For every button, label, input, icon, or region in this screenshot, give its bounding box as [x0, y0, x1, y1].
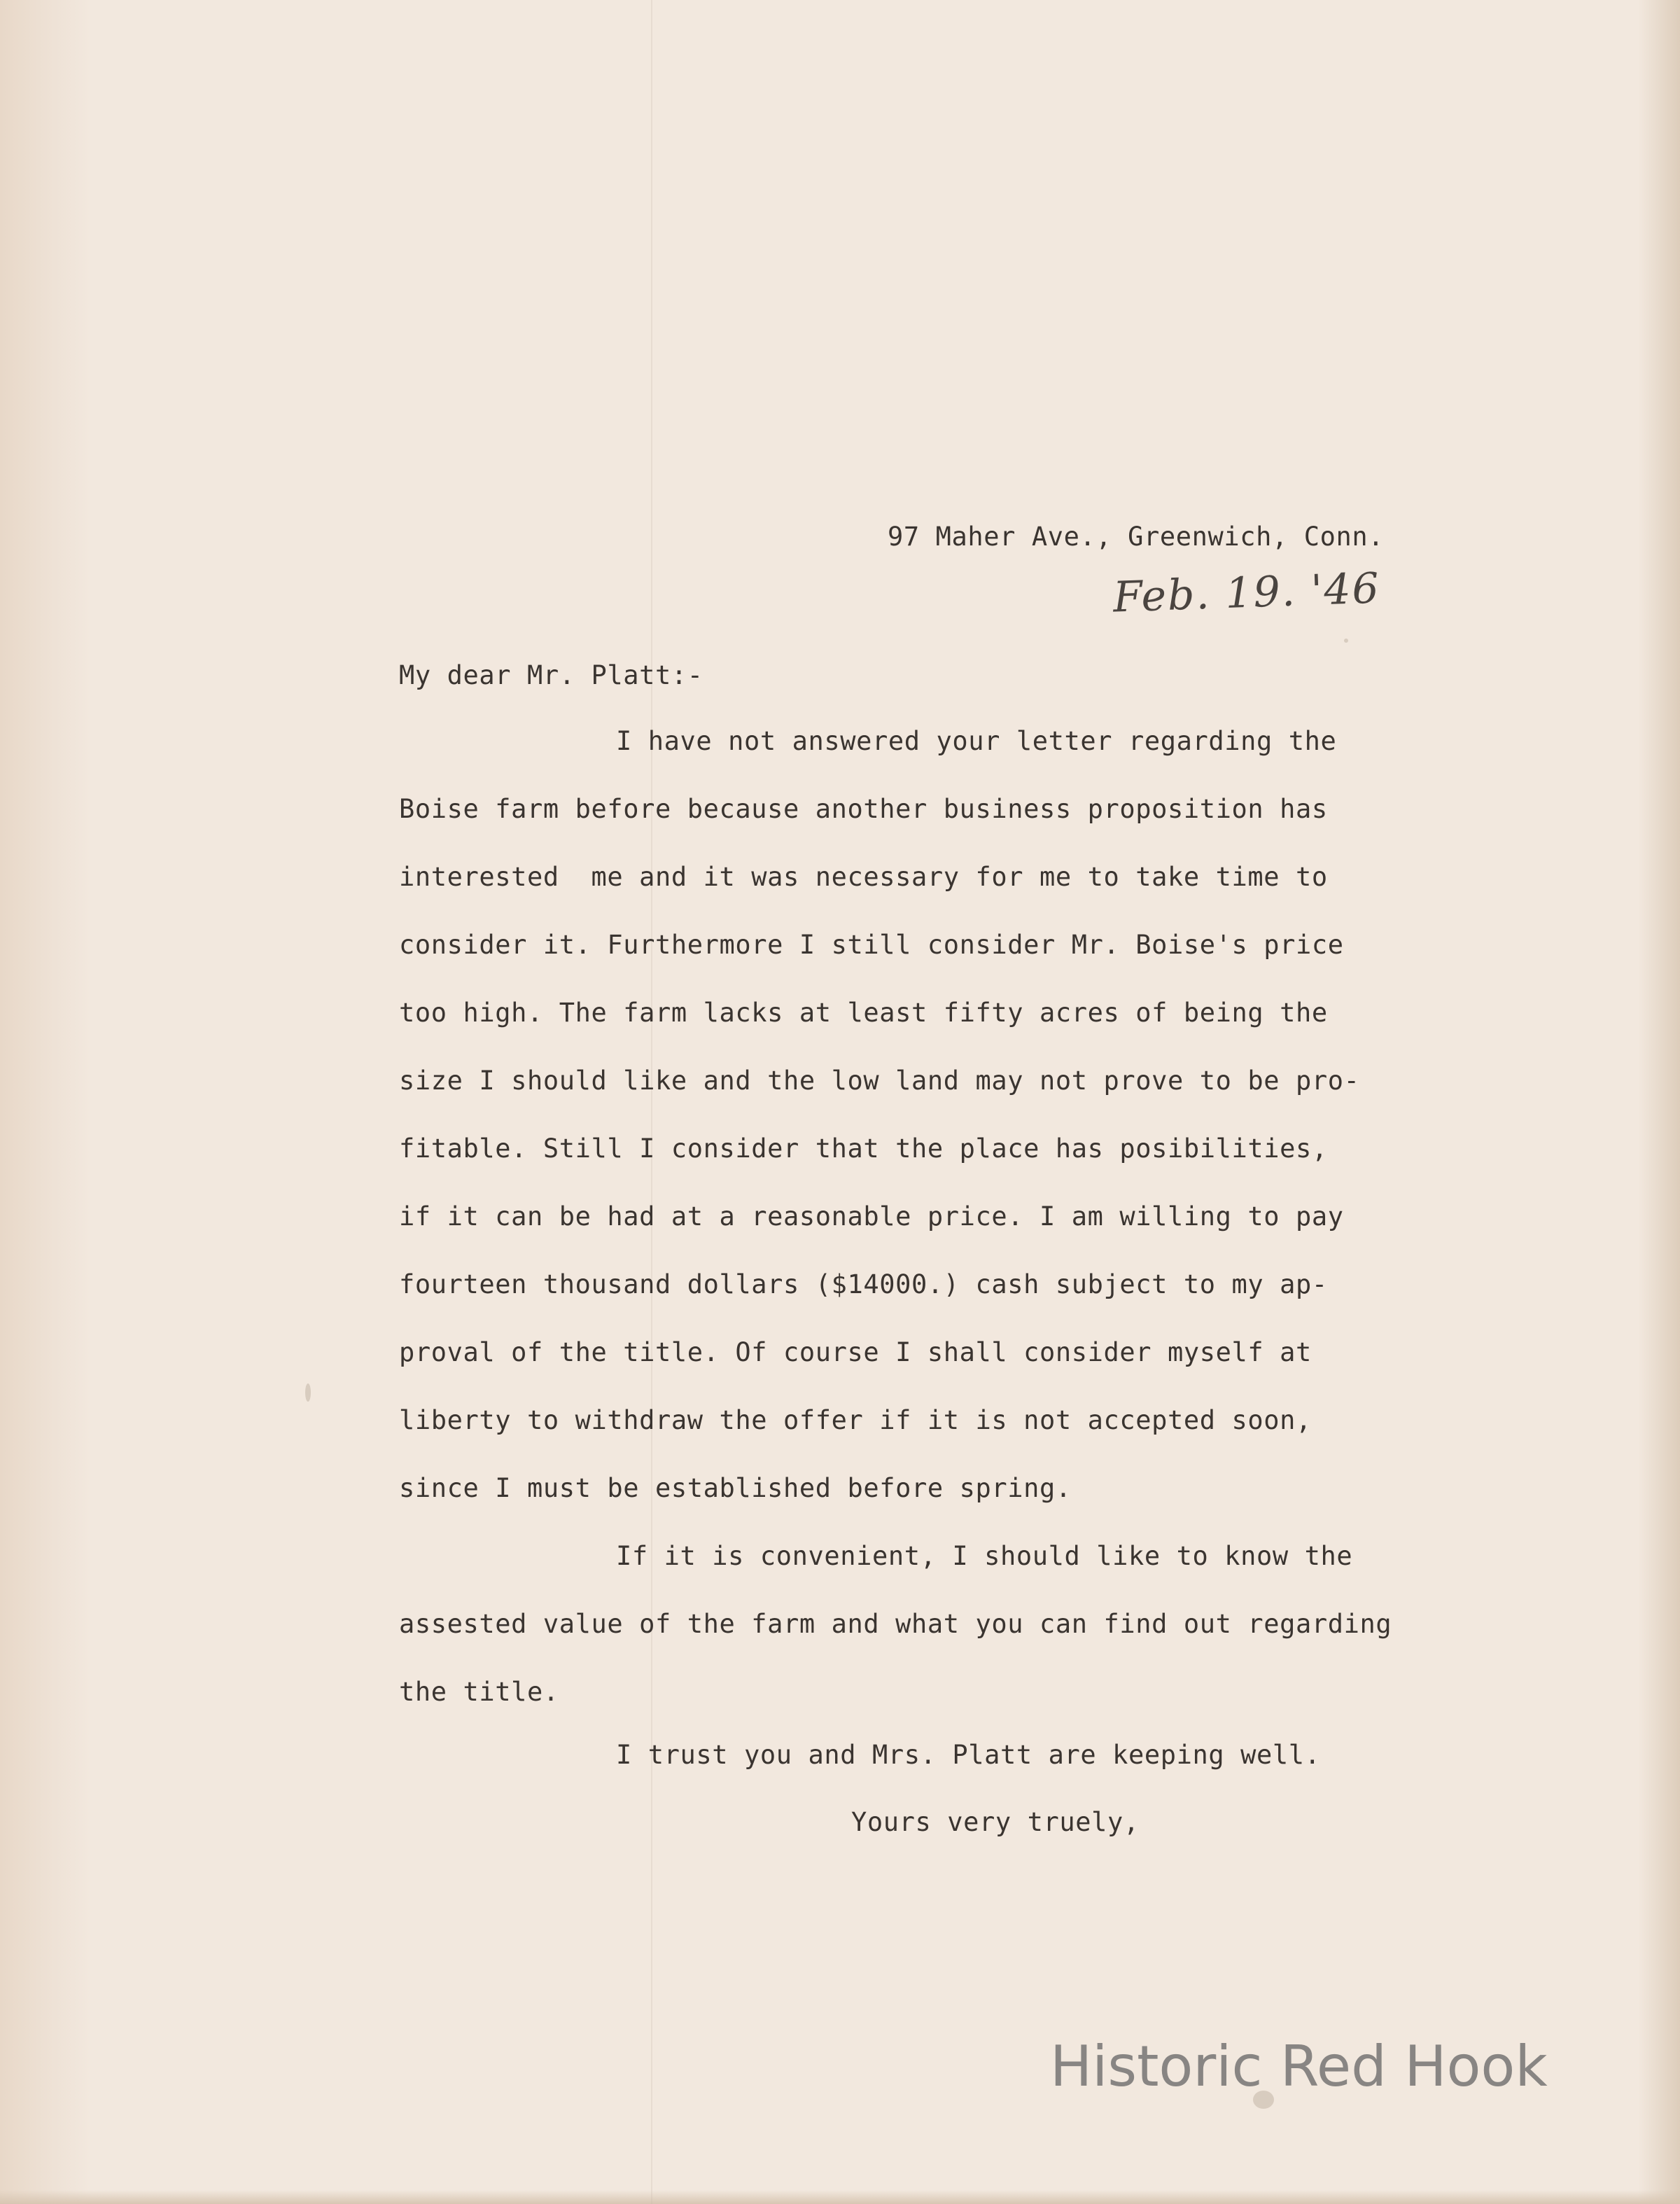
paper-speck [1344, 639, 1348, 643]
body-line: proval of the title. Of course I shall consider myself at [399, 1337, 1312, 1367]
body-line: assested value of the farm and what you can find out regarding [399, 1609, 1392, 1639]
body-line: if it can be had at a reasonable price. I am willing to pay [399, 1201, 1344, 1232]
body-line: too high. The farm lacks at least fifty acres of being the [399, 998, 1328, 1028]
sender-address: 97 Maher Ave., Greenwich, Conn. [888, 522, 1385, 552]
body-line: fitable. Still I consider that the place has posibilities, [399, 1134, 1328, 1164]
paper-edge-left [0, 0, 91, 2204]
paper-edge-right [1638, 0, 1680, 2204]
letter-body [399, 728, 1449, 1747]
body-line: Boise farm before because another business proposition has [399, 794, 1328, 824]
body-line: liberty to withdraw the offer if it is not accepted soon, [399, 1405, 1312, 1435]
paper-speck [1253, 2091, 1274, 2109]
salutation: My dear Mr. Platt:- [399, 660, 704, 690]
body-line: interested me and it was necessary for me to take time to [399, 862, 1328, 892]
body-line: size I should like and the low land may not prove to be pro- [399, 1066, 1360, 1096]
body-line: fourteen thousand dollars ($14000.) cash subject to my ap- [399, 1269, 1328, 1299]
closing-note: I trust you and Mrs. Platt are keeping well. [616, 1740, 1321, 1770]
body-line: If it is convenient, I should like to know the [616, 1541, 1353, 1571]
body-line: consider it. Furthermore I still consider Mr. Boise's price [399, 930, 1344, 960]
watermark-logo: Historic Red Hook [1050, 2034, 1548, 2099]
handwritten-date: Feb. 19. '46 [1112, 564, 1381, 622]
paper-edge-bottom [0, 2190, 1680, 2204]
body-line: I have not answered your letter regarding the [616, 726, 1337, 756]
body-line: the title. [399, 1677, 559, 1707]
closing: Yours very truely, [851, 1807, 1140, 1837]
paper-speck [305, 1383, 311, 1402]
body-line: since I must be established before spring. [399, 1473, 1072, 1503]
